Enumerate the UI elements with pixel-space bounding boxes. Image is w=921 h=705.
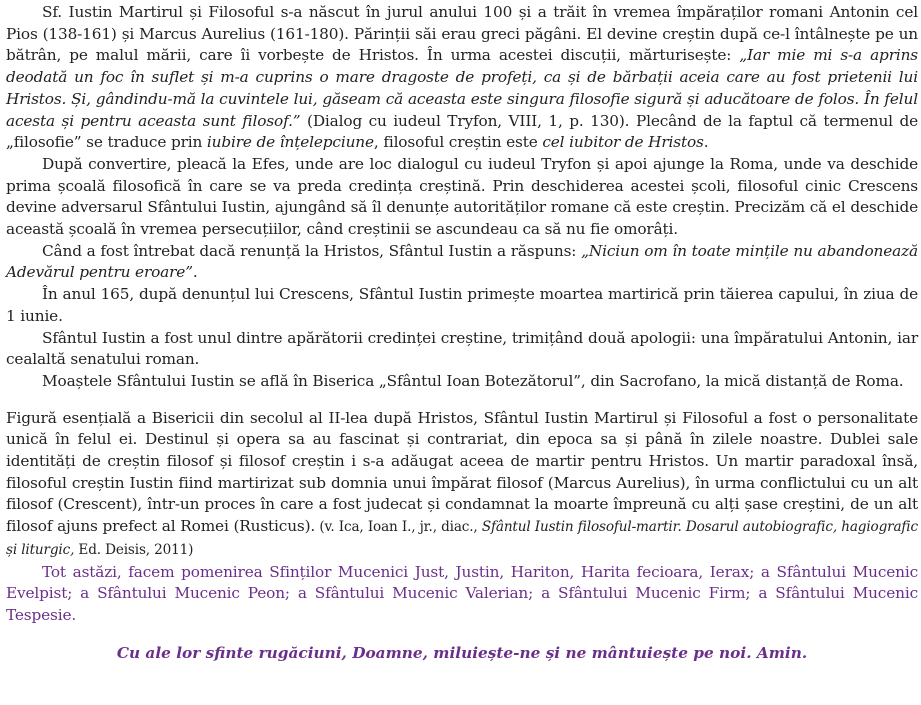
paragraph-spacer: [6, 393, 918, 408]
emphasis-italic: iubire de înțelepciune: [206, 133, 374, 152]
text-segment: Sf. Iustin Martirul și Filosoful s-a născut în jurul anului 100 și a trăit în vremea împăraților romani Antonin cel Pios (138-161) și Marcus Aurelius (161-180). Părinții săi erau greci păgâni. El devine creștin după ce-l întâlnește pe un bătrân, pe malul mării, care îi vorbește de Hristos. În urma acestei discuții, mărturisește:: [6, 3, 918, 65]
paragraph-summary: [6, 408, 918, 562]
text-segment: (Dialog cu iudeul Tryfon, VIII, 1, p. 130). Plecând de la faptul că termenul de „filosofie” se traduce prin: [6, 111, 918, 152]
reference-title: Sfântul Iustin filosoful-martir. Dosarul autobiografic, hagiografic și liturgic,: [6, 519, 918, 558]
text-segment: , filosoful creștin este: [373, 133, 543, 152]
closing-prayer: Cu ale lor sfinte rugăciuni, Doamne, miluiește-ne și ne mântuiește pe noi. Amin.: [116, 643, 808, 662]
paragraph-commemoration: Tot astăzi, facem pomenirea Sfinților Mucenici Just, Justin, Hariton, Harita fecioara, Ierax; a Sfântului Mucenic Evelpist; a Sfântului Mucenic Peon; a Sfântului Mucenic Valerian; a Sfântului Mucenic Firm; a Sfântului Mucenic Tespesie.: [6, 562, 918, 624]
quote-italic: „Niciun om în toate mințile nu abandonează Adevărul pentru eroare”.: [6, 241, 918, 282]
quote-italic: „Iar mie mi s-a aprins deodată un foc în suflet și m-a cuprins o mare dragoste de profeți, ca și de bărbații aceia care au fost prietenii lui Hristos. Și, gândindu-mă la cuvintele lui, găseam că aceasta este singura filosofie sigură și aducătoare de folos. În felul acesta și pentru aceasta sunt filosof.”: [6, 46, 918, 130]
text-segment: Când a fost întrebat dacă renunță la Hristos, Sfântul Iustin a răspuns:: [42, 241, 582, 260]
paragraph-school-rome: După convertire, pleacă la Efes, unde are loc dialogul cu iudeul Tryfon și apoi ajunge la Roma, unde va deschide prima școală filosofică în care se va preda credința creștină. Prin deschiderea acestei școli, filosoful cinic Crescens devine adversarul Sfântului Iustin, ajungând să îl denunțe autorităților romane că este creștin. Precizăm că el deschide această școală în vremea persecuțiilor, când creștinii se ascundeau ca să nu fie omorâți.: [6, 154, 918, 239]
paragraph-apologies: Sfântul Iustin a fost unul dintre apărătorii credinței creștine, trimițând două apologii: una împăratului Antonin, iar cealaltă senatului roman.: [6, 328, 918, 369]
paragraph-martyrdom: În anul 165, după denunțul lui Crescens, Sfântul Iustin primește moartea martirică prin tăierea capului, în ziua de 1 iunie.: [6, 285, 918, 325]
paragraph-birth-conversion: [6, 2, 918, 154]
reference-text: (v. Ica, Ioan I., jr., diac.,: [315, 519, 482, 536]
paragraph-relics: Moaștele Sfântului Iustin se află în Biserica „Sfântul Ioan Botezătorul”, din Sacrofano, la mică distanță de Roma.: [42, 371, 904, 390]
text-segment: Figură esențială a Bisericii din secolul al II-lea după Hristos, Sfântul Iustin Martirul și Filosoful a fost o personalitate unică în felul ei. Destinul și opera sa au fascinat și contrariat, din epoca sa și până în zilele noastre. Dublei sale identități de creștin filosof și filosof creștin i s-a adăugat aceea de martir pentru Hristos. Un martir paradoxal însă, filosoful creștin Iustin fiind martirizat sub domnia unui împărat filosof (Marcus Aurelius), în urma conflictului cu un alt filosof (Crescent), într-un proces în care a fost judecat și condamnat la moarte împreună cu alți șase creștini, de un alt filosof ajuns prefect al Romei (Rusticus).: [6, 408, 918, 536]
emphasis-italic: cel iubitor de Hristos: [542, 133, 704, 152]
paragraph-answer: [6, 241, 918, 284]
reference-text: Ed. Deisis, 2011): [74, 541, 194, 558]
text-segment: .: [703, 133, 709, 152]
